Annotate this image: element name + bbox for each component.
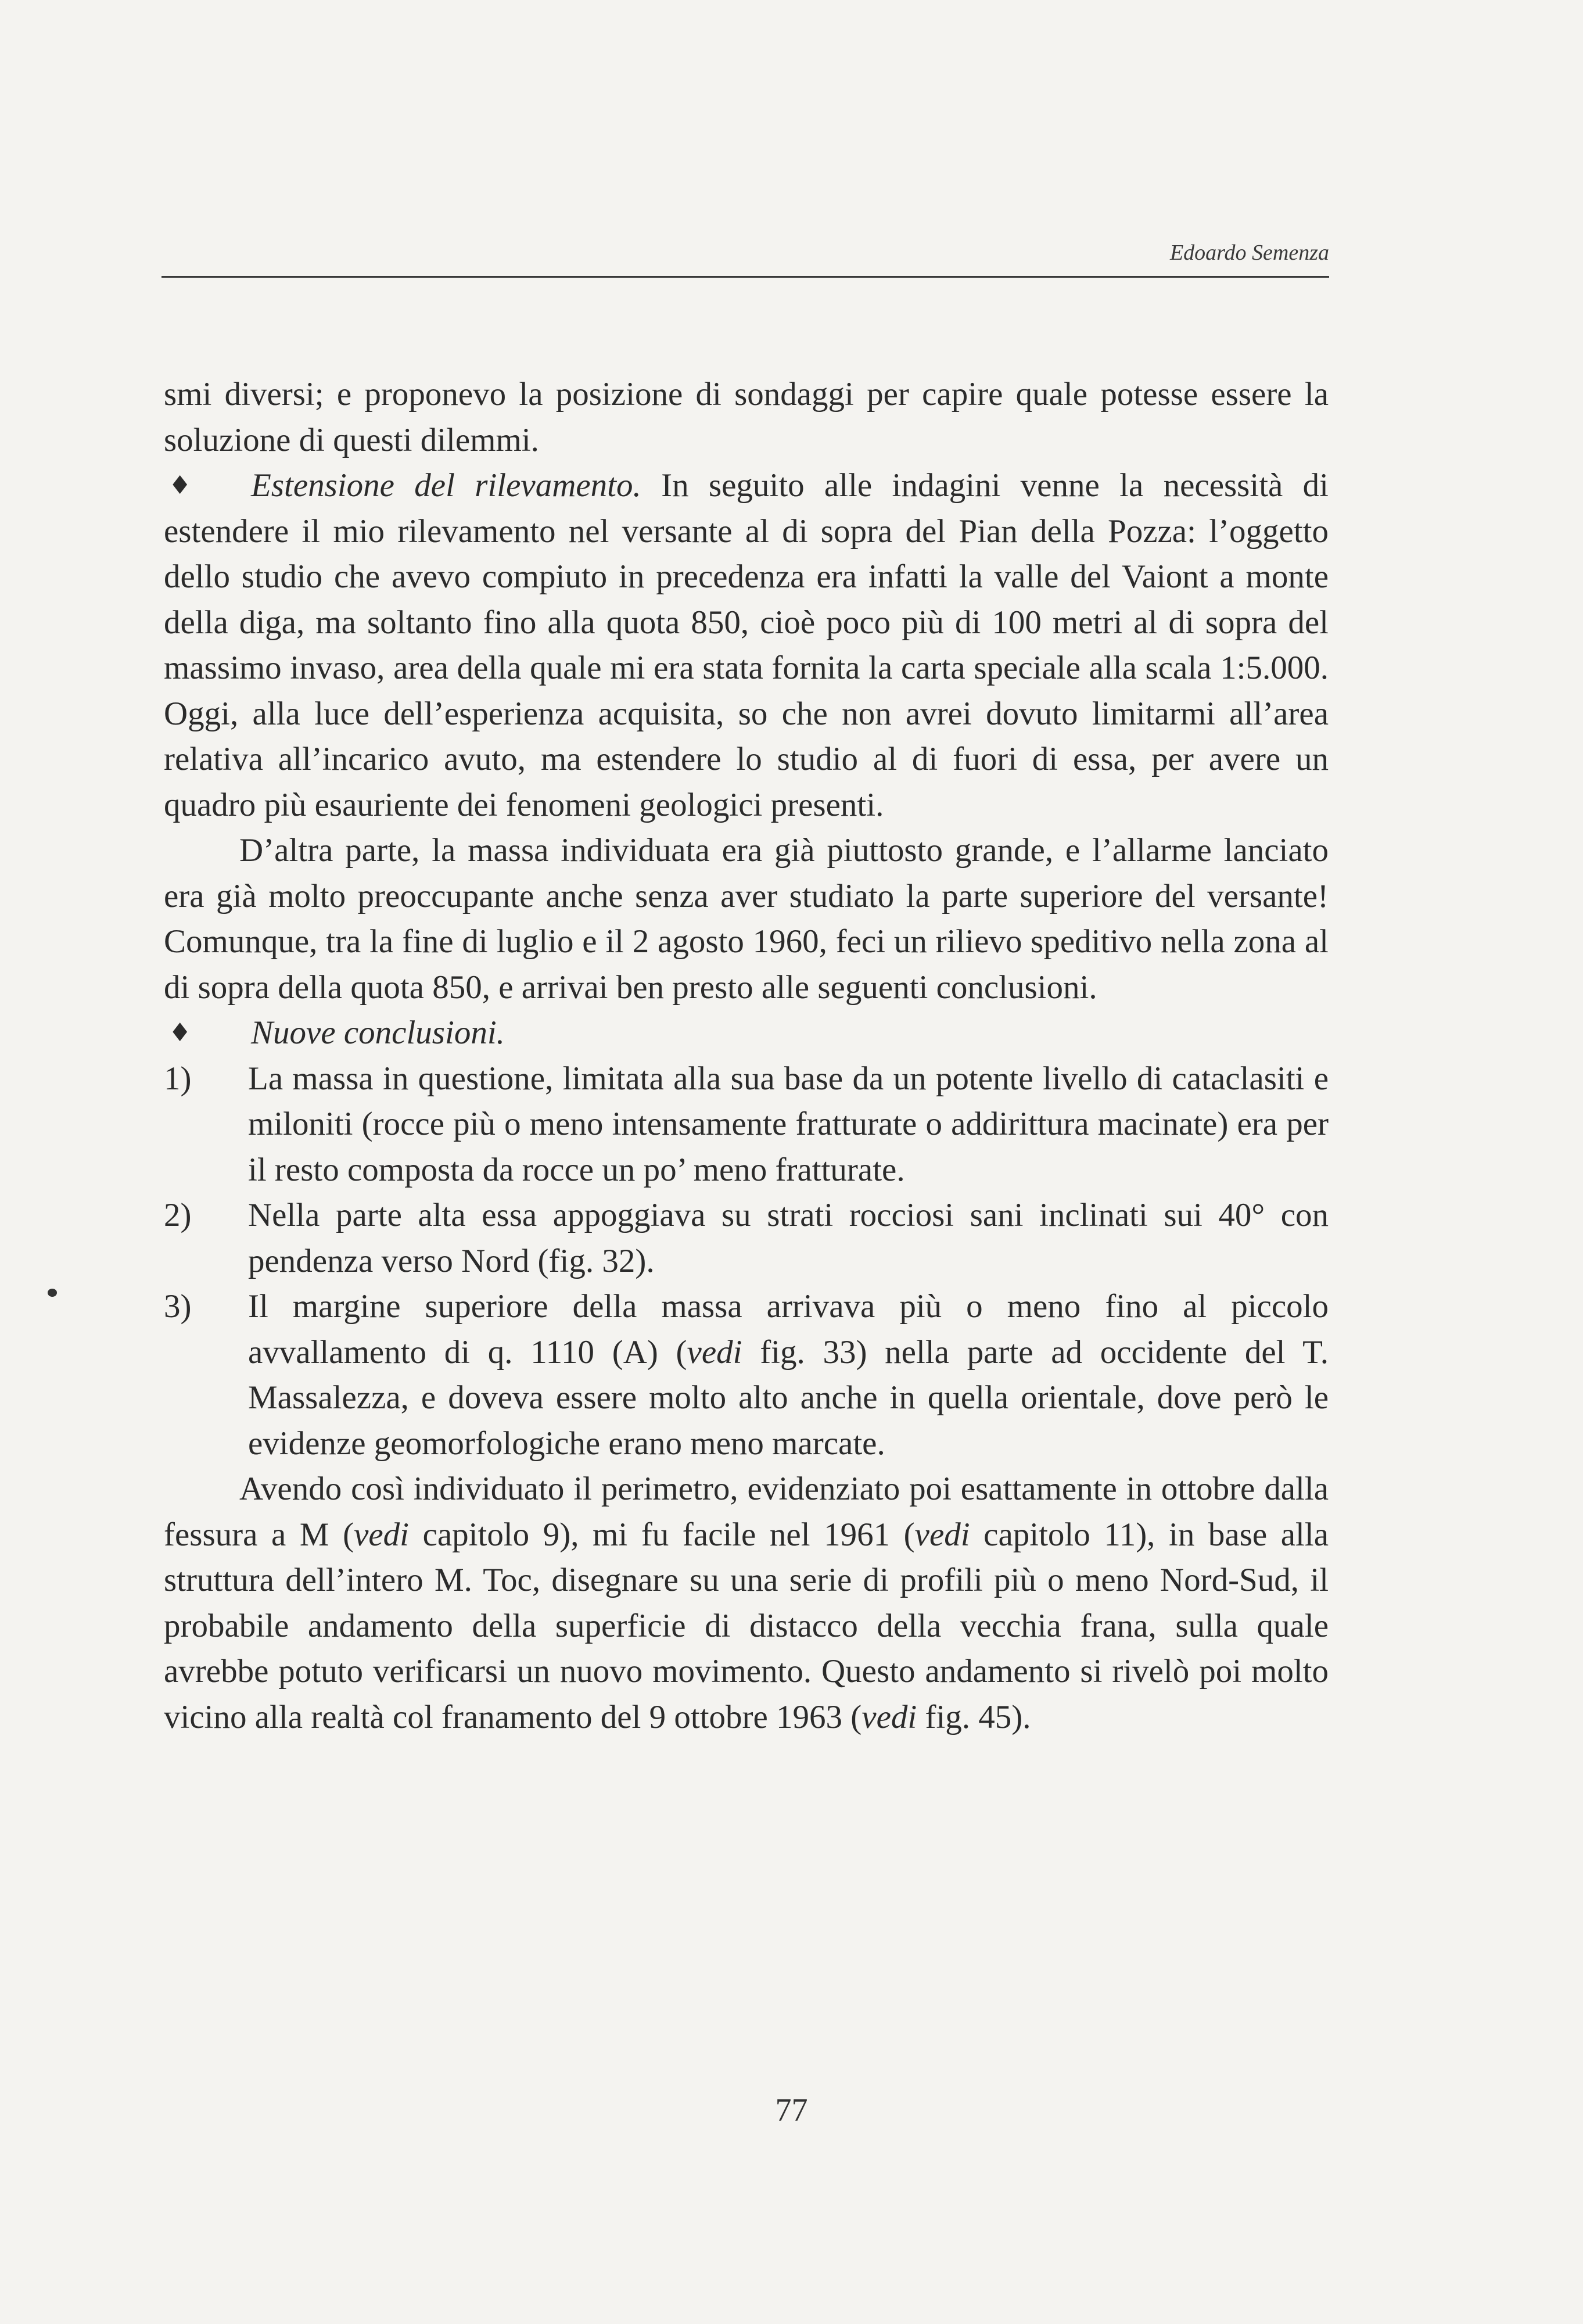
diamond-bullet-icon: ♦	[168, 471, 192, 500]
author-name: Edoardo Semenza	[1169, 241, 1329, 265]
list-item-text: fig. 33) nella parte ad occidente del T. Massalezza, e doveva essere molto alto anche in quella orientale, dove però le evidenze geomorfologiche erano meno marcate.	[248, 1333, 1329, 1462]
paragraph-text: Avendo così individuato il perimetro, evidenziato poi esattamente in ottobre dalla fessura a M (	[164, 1471, 1329, 1553]
paragraph-continuation: smi diversi; e proponevo la posizione di sondaggi per capire quale potesse essere la soluzione di questi dilemmi.	[164, 376, 1329, 458]
vedi-reference: vedi	[914, 1516, 970, 1553]
page-number: 77	[775, 2092, 808, 2128]
list-item-number: 3)	[164, 1288, 192, 1325]
paragraph-daltra-parte: D’altra parte, la massa individuata era già piuttosto grande, e l’allarme lanciato era già molto preoccupante anche senza aver studiato la parte superiore del versante! Comunque, tra la fine di luglio e il 2 agosto 1960, feci un rilievo speditivo nella zona al di sopra della quota 850, e arrivai ben presto alle seguenti conclusioni.	[164, 832, 1329, 1006]
list-item	[164, 1056, 1329, 1193]
running-head	[161, 229, 1329, 278]
bullet-paragraph-estensione	[164, 463, 1329, 828]
bullet-paragraph-nuove	[164, 1010, 1329, 1056]
vedi-reference: vedi	[862, 1698, 917, 1735]
paragraph-text: capitolo 11), in base alla struttura dell’intero M. Toc, disegnare su una serie di profili più o meno Nord-Sud, il probabile andamento della superficie di distacco della vecchia frana, sulla quale avrebbe potuto verificarsi un nuovo movimento. Questo andamento si rivelò poi molto vicino alla realtà col franamento del 9 ottobre 1963 (	[164, 1516, 1329, 1735]
diamond-bullet-icon: ♦	[168, 1018, 192, 1048]
list-item-text: La massa in questione, limitata alla sua base da un potente livello di cataclasiti e miloniti (rocce più o meno intensamente fratturate o addirittura macinate) era per il resto composta da rocce un po’ meno fratturate.	[248, 1060, 1329, 1188]
paragraph-avendo	[164, 1466, 1329, 1740]
bullet-text-estensione: In seguito alle indagini venne la necessità di estendere il mio rilevamento nel versante al di sopra del Pian della Pozza: l’oggetto dello studio che avevo compiuto in precedenza era infatti la valle del Vaiont a monte della diga, ma soltanto fino alla quota 850, cioè poco più di 100 metri al di sopra del massimo invaso, area della quale mi era stata fornita la carta speciale alla scala 1:5.000. Oggi, alla luce dell’esperienza acquisita, so che non avrei dovuto limitarmi all’area relativa all’incarico avuto, ma estendere lo studio al di fuori di essa, per avere un quadro più esauriente dei fenomeni geologici presenti.	[164, 467, 1329, 823]
list-item	[164, 1284, 1329, 1466]
paragraph-text: capitolo 9), mi fu facile nel 1961 (	[409, 1516, 915, 1553]
list-item-text: Il margine superiore della massa arrivava più o meno fino al piccolo avvallamento di q. 1110 (A) (	[248, 1288, 1329, 1371]
paragraph-text: fig. 45).	[917, 1698, 1031, 1735]
list-item-text: Nella parte alta essa appoggiava su strati rocciosi sani inclinati sui 40° con pendenza verso Nord (fig. 32).	[248, 1197, 1329, 1279]
section-title-estensione: Estensione del rilevamento.	[251, 467, 641, 504]
vedi-reference: vedi	[687, 1333, 742, 1371]
list-item	[164, 1193, 1329, 1284]
section-title-nuove: Nuove conclusioni.	[251, 1014, 505, 1051]
main-text	[164, 372, 1329, 1740]
ink-speck	[48, 1289, 57, 1297]
list-item-number: 2)	[164, 1197, 192, 1233]
vedi-reference: vedi	[354, 1516, 410, 1553]
list-item-number: 1)	[164, 1060, 192, 1097]
